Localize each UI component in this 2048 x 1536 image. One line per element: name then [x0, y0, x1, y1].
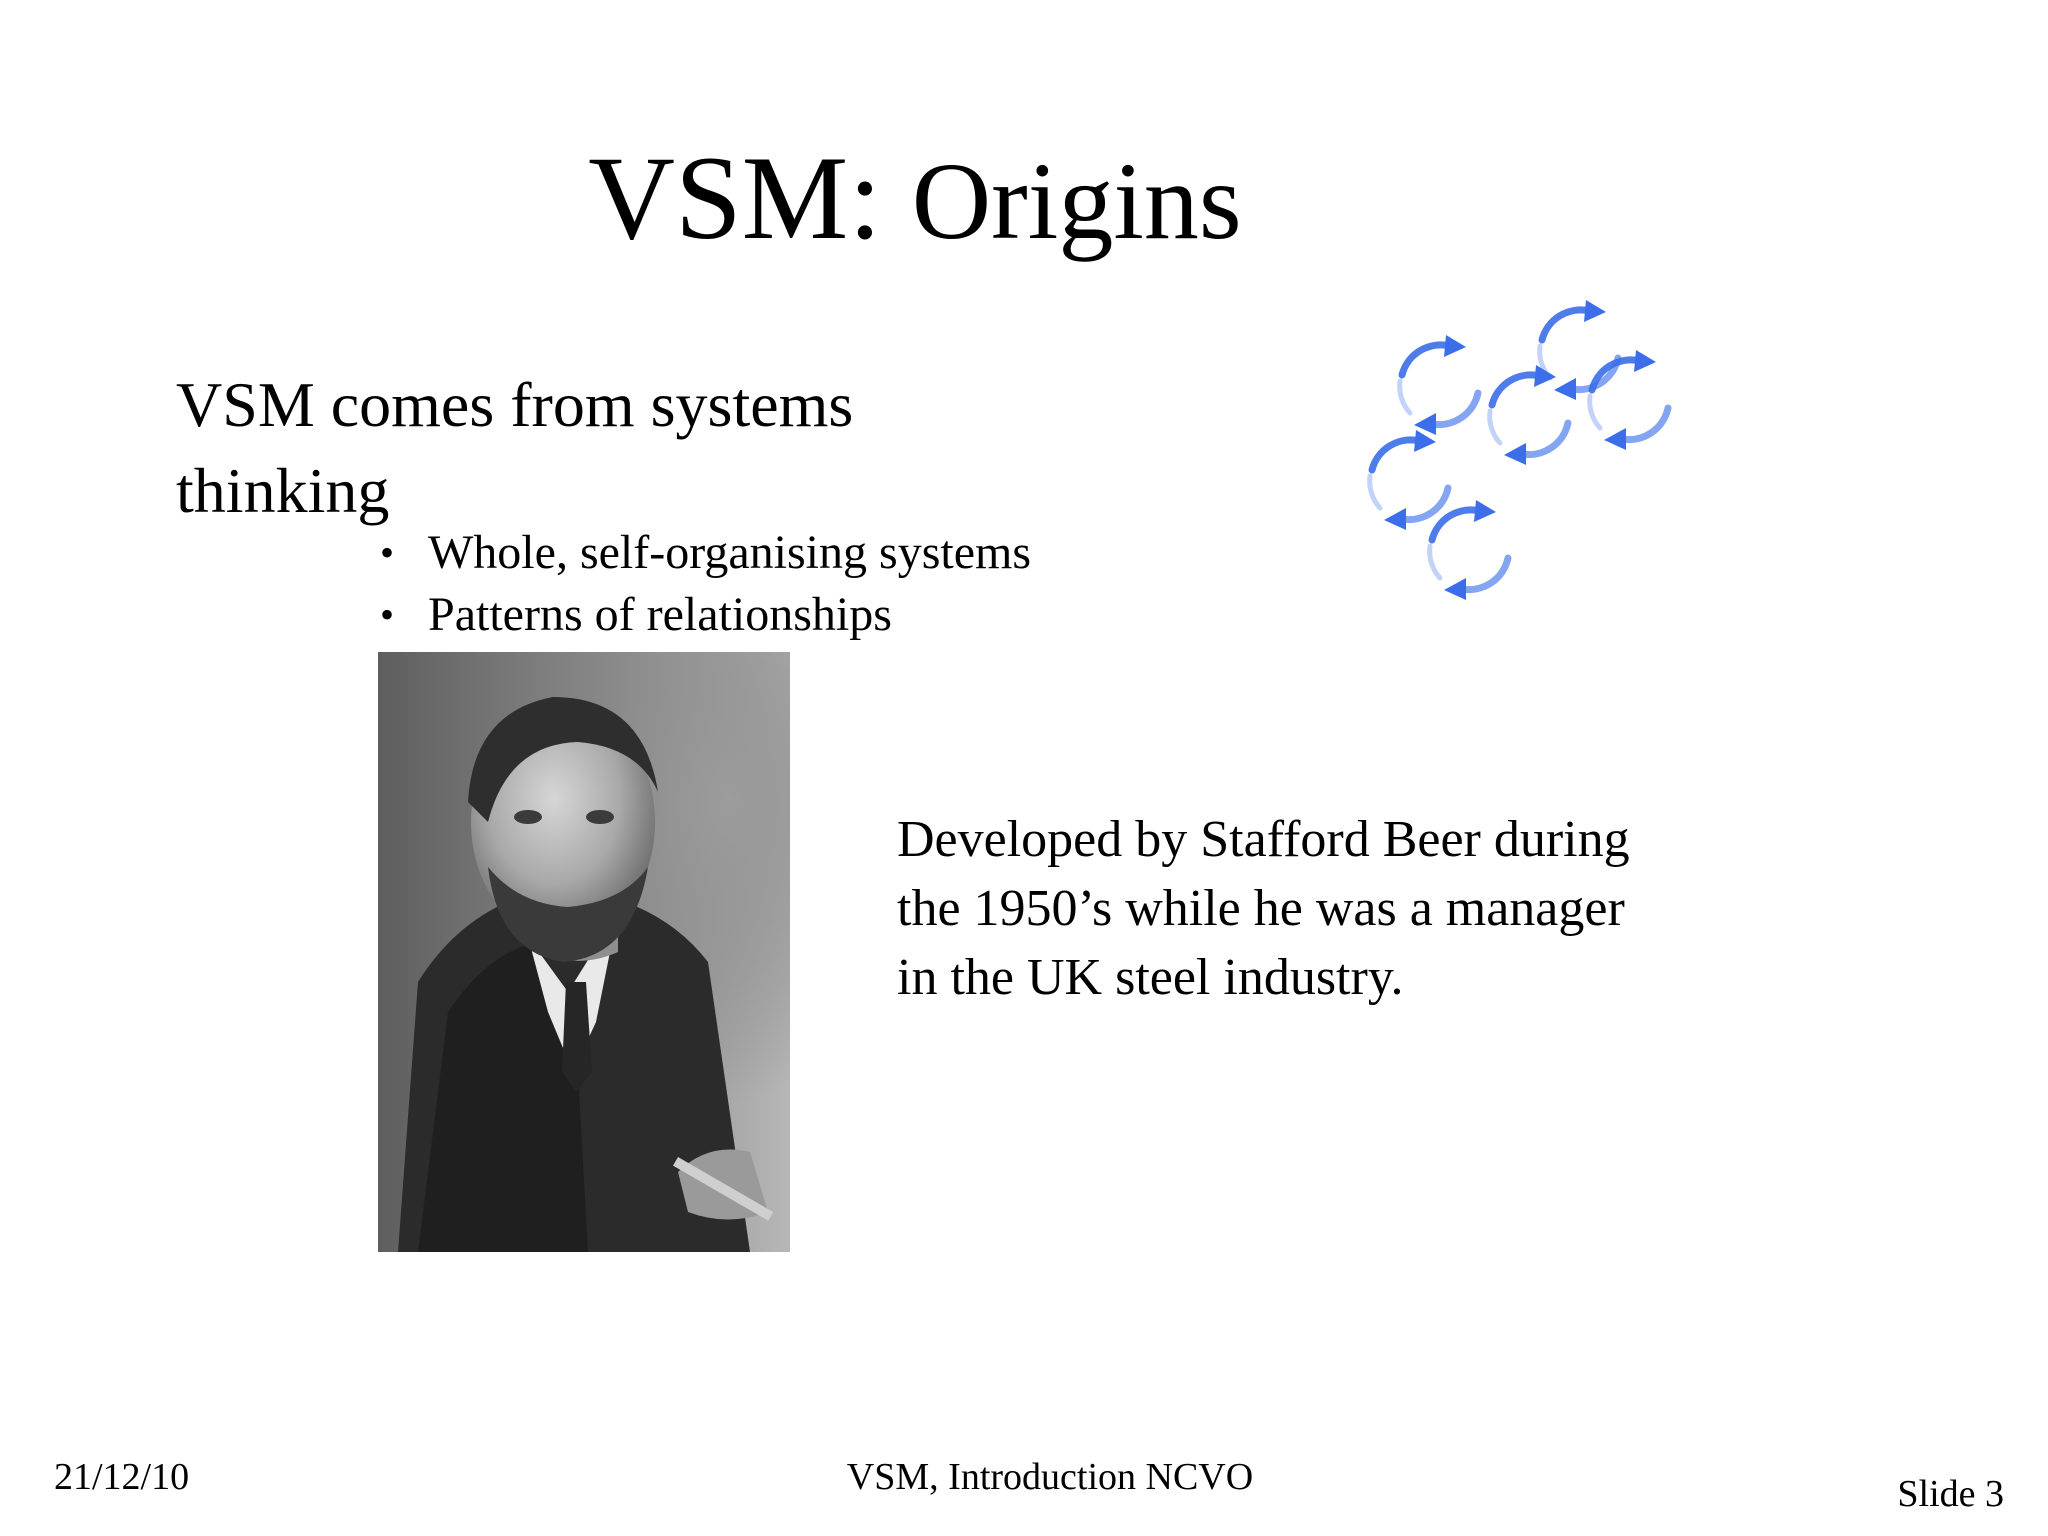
cycle-arrows-icon — [1340, 290, 1700, 620]
bullet-item — [380, 522, 1200, 584]
footer-title: VSM, Introduction NCVO — [846, 1456, 1254, 1498]
bullet-item — [380, 584, 1200, 646]
portrait-photo — [378, 652, 790, 1252]
portrait-illustration — [378, 652, 790, 1252]
description-text: Developed by Stafford Beer during the 1950’s while he was a manager in the UK steel industry. — [897, 811, 1630, 1006]
slide-number: Slide 3 — [1897, 1473, 2004, 1515]
bullet-dot: • — [380, 530, 395, 575]
bullet-text: Patterns of relationships — [428, 588, 892, 641]
bullet-dot: • — [380, 592, 395, 637]
intro-heading: VSM comes from systems thinking — [176, 369, 854, 526]
bullet-list — [380, 522, 1200, 646]
bullet-text: Whole, self-organising systems — [428, 526, 1032, 579]
title-prefix: VSM: — [588, 131, 912, 264]
footer-date: 21/12/10 — [54, 1456, 190, 1498]
slide-title — [0, 128, 1830, 271]
recycle-arrows-cluster-icon — [1340, 290, 1700, 620]
title-main: Origins — [911, 140, 1242, 262]
